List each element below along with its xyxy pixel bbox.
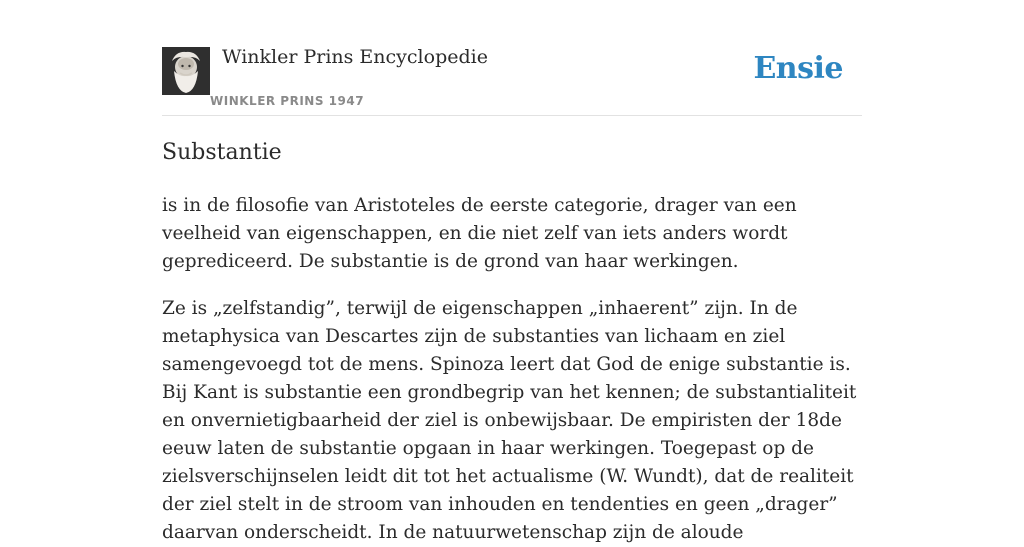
- article-paragraph: is in de filosofie van Aristoteles de eerste categorie, drager van een veelheid van eigenschappen, en die niet zelf van iets anders wordt geprediceerd. De substantie is de grond van haar werkingen.: [162, 195, 797, 272]
- site-header: [162, 0, 862, 116]
- bearded-man-portrait-icon: [162, 47, 210, 95]
- edition-label[interactable]: WINKLER PRINS 1947: [210, 94, 365, 108]
- article-paragraph: Ze is „zelfstandig”, terwijl de eigenschappen „inhaerent” zijn. In de metaphysica van Descartes zijn de substanties van lichaam en ziel samengevoegd tot de mens. Spinoza leert dat God de enige substantie is. Bij Kant is substantie een grondbegrip van het kennen; de substantialiteit en onvernietigbaarheid der ziel is onbewijsbaar. De empiristen der 18de eeuw laten de substantie opgaan in haar werkingen. Toegepast op de zielsverschijnselen leidt dit tot het actualisme (W. Wundt), dat de realiteit der ziel stelt in de stroom van inhouden en tendenties en geen „drager” daarvan onderscheidt. In de natuurwetenschap zijn de aloude: [162, 298, 857, 543]
- author-avatar[interactable]: [162, 47, 210, 95]
- page: [162, 0, 862, 543]
- article-title: Substantie: [162, 140, 282, 165]
- brand-logo[interactable]: Ensie: [753, 51, 843, 86]
- site-title[interactable]: Winkler Prins Encyclopedie: [222, 46, 488, 68]
